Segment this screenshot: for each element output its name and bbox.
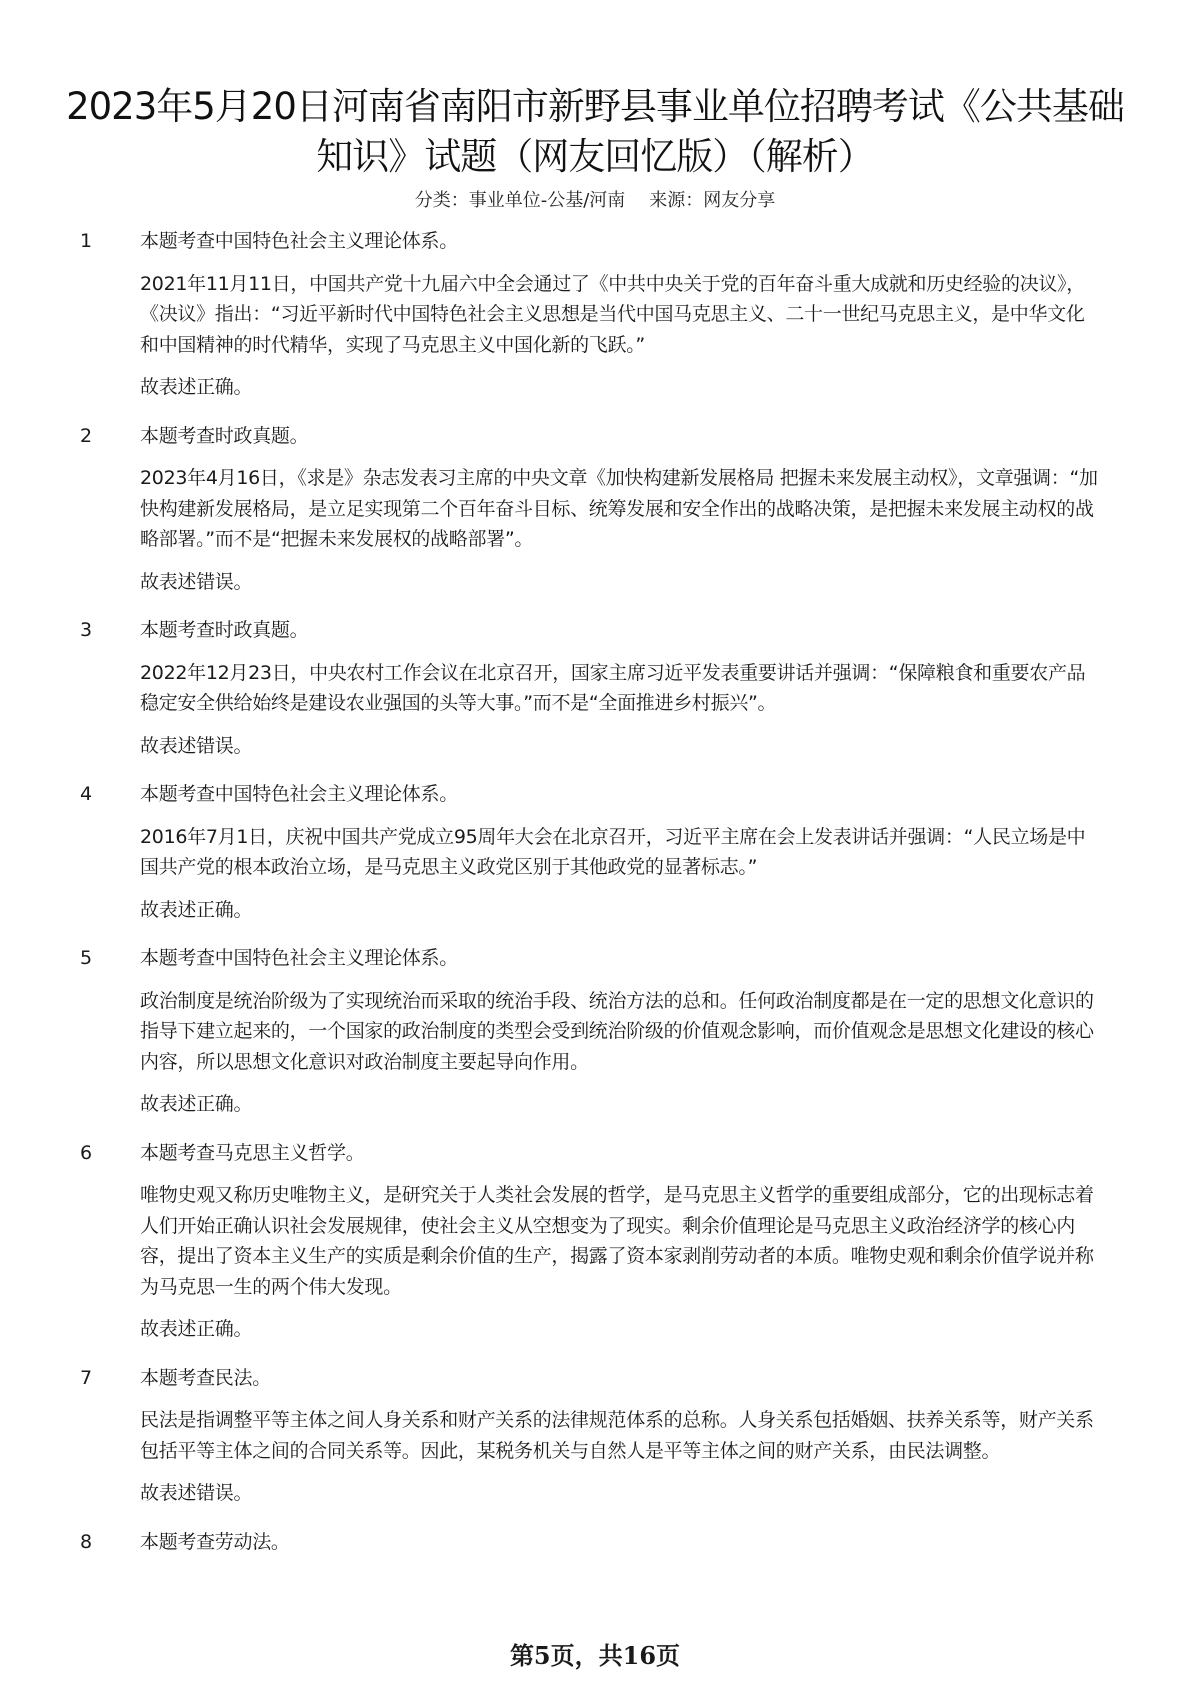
question-topic: 本题考查中国特色社会主义理论体系。 <box>140 947 458 969</box>
question-explanation: 政治制度是统治阶级为了实现统治而采取的统治手段、统治方法的总和。任何政治制度都是在一定的思想文化意识的指导下建立起来的，一个国家的政治制度的类型会受到统治阶级的价值观念影响，而价值观念是思想文化建设的核心内容，所以思想文化意识对政治制度主要起导向作用。 <box>140 989 1094 1073</box>
question-list <box>0 226 1190 1575</box>
question-conclusion: 故表述错误。 <box>140 570 253 593</box>
question-conclusion: 故表述正确。 <box>140 1318 253 1340</box>
question-conclusion: 故表述正确。 <box>140 1093 253 1115</box>
question-conclusion: 故表述错误。 <box>140 734 253 757</box>
question-explanation: 2022年12月23日，中央农村工作会议在北京召开，国家主席习近平发表重要讲话并强调：“保障粮食和重要农产品稳定安全供给始终是建设农业强国的头等大事。”而不是“全面推进乡村振兴”。 <box>140 661 1086 714</box>
question-topic: 本题考查中国特色社会主义理论体系。 <box>140 783 458 805</box>
question-topic: 本题考查民法。 <box>140 1366 271 1389</box>
question-topic: 本题考查时政真题。 <box>140 424 309 447</box>
question-topic: 本题考查时政真题。 <box>140 619 309 641</box>
question-number: 7 <box>80 1366 93 1389</box>
question-item <box>0 226 1190 403</box>
question-conclusion: 故表述正确。 <box>140 898 253 921</box>
source-label: 来源：网友分享 <box>649 190 776 211</box>
question-item <box>0 1138 1190 1345</box>
question-item <box>0 779 1190 925</box>
question-number: 8 <box>80 1530 93 1553</box>
question-number: 3 <box>80 619 93 641</box>
question-item <box>0 421 1190 598</box>
question-number: 5 <box>80 947 93 969</box>
question-explanation: 2021年11月11日，中国共产党十九届六中全会通过了《中共中央关于党的百年奋斗重大成就和历史经验的决议》，《决议》指出：“习近平新时代中国特色社会主义思想是当代中国马克思主义、二十一世纪马克思主义，是中华文化和中国精神的时代精华，实现了马克思主义中国化新的飞跃。” <box>140 272 1086 356</box>
question-topic: 本题考查马克思主义哲学。 <box>140 1141 365 1164</box>
question-item <box>0 615 1190 761</box>
page-number: 第5页，共16页 <box>509 1641 681 1670</box>
question-explanation: 民法是指调整平等主体之间人身关系和财产关系的法律规范体系的总称。人身关系包括婚姻、扶养关系等，财产关系包括平等主体之间的合同关系等。因此，某税务机关与自然人是平等主体之间的财产关系，由民法调整。 <box>140 1409 1094 1462</box>
question-number: 4 <box>80 783 93 805</box>
question-explanation: 2023年4月16日，《求是》杂志发表习主席的中央文章《加快构建新发展格局 把握未来发展主动权》，文章强调：“加快构建新发展格局，是立足实现第二个百年奋斗目标、统筹发展和安全作出的战略决策，是把握未来发展主动权的战略部署。”而不是“把握未来发展权的战略部署”。 <box>140 467 1098 550</box>
question-topic: 本题考查中国特色社会主义理论体系。 <box>140 230 458 252</box>
question-item <box>0 1527 1190 1558</box>
question-item <box>0 943 1190 1120</box>
question-explanation: 2016年7月1日，庆祝中国共产党成立95周年大会在北京召开，习近平主席在会上发表讲话并强调：“人民立场是中国共产党的根本政治立场，是马克思主义政党区别于其他政党的显著标志。” <box>140 825 1086 878</box>
question-item <box>0 1363 1190 1509</box>
question-number: 6 <box>80 1141 93 1164</box>
question-number: 2 <box>80 424 93 447</box>
page-title: 2023年5月20日河南省南阳市新野县事业单位招聘考试《公共基础知识》试题（网友回忆版）（解析） <box>66 85 1124 178</box>
question-number: 1 <box>80 230 93 252</box>
document-meta <box>0 186 1190 212</box>
category-label: 分类：事业单位-公基/河南 <box>414 190 626 211</box>
question-conclusion: 故表述错误。 <box>140 1482 253 1504</box>
question-topic: 本题考查劳动法。 <box>140 1530 290 1553</box>
question-explanation: 唯物史观又称历史唯物主义，是研究关于人类社会发展的哲学，是马克思主义哲学的重要组成部分，它的出现标志着人们开始正确认识社会发展规律，使社会主义从空想变为了现实。剩余价值理论是马克思主义政治经济学的核心内容，提出了资本主义生产的实质是剩余价值的生产，揭露了资本家剥削劳动者的本质。唯物史观和剩余价值学说并称为马克思一生的两个伟大发现。 <box>140 1184 1094 1298</box>
question-conclusion: 故表述正确。 <box>140 376 253 398</box>
